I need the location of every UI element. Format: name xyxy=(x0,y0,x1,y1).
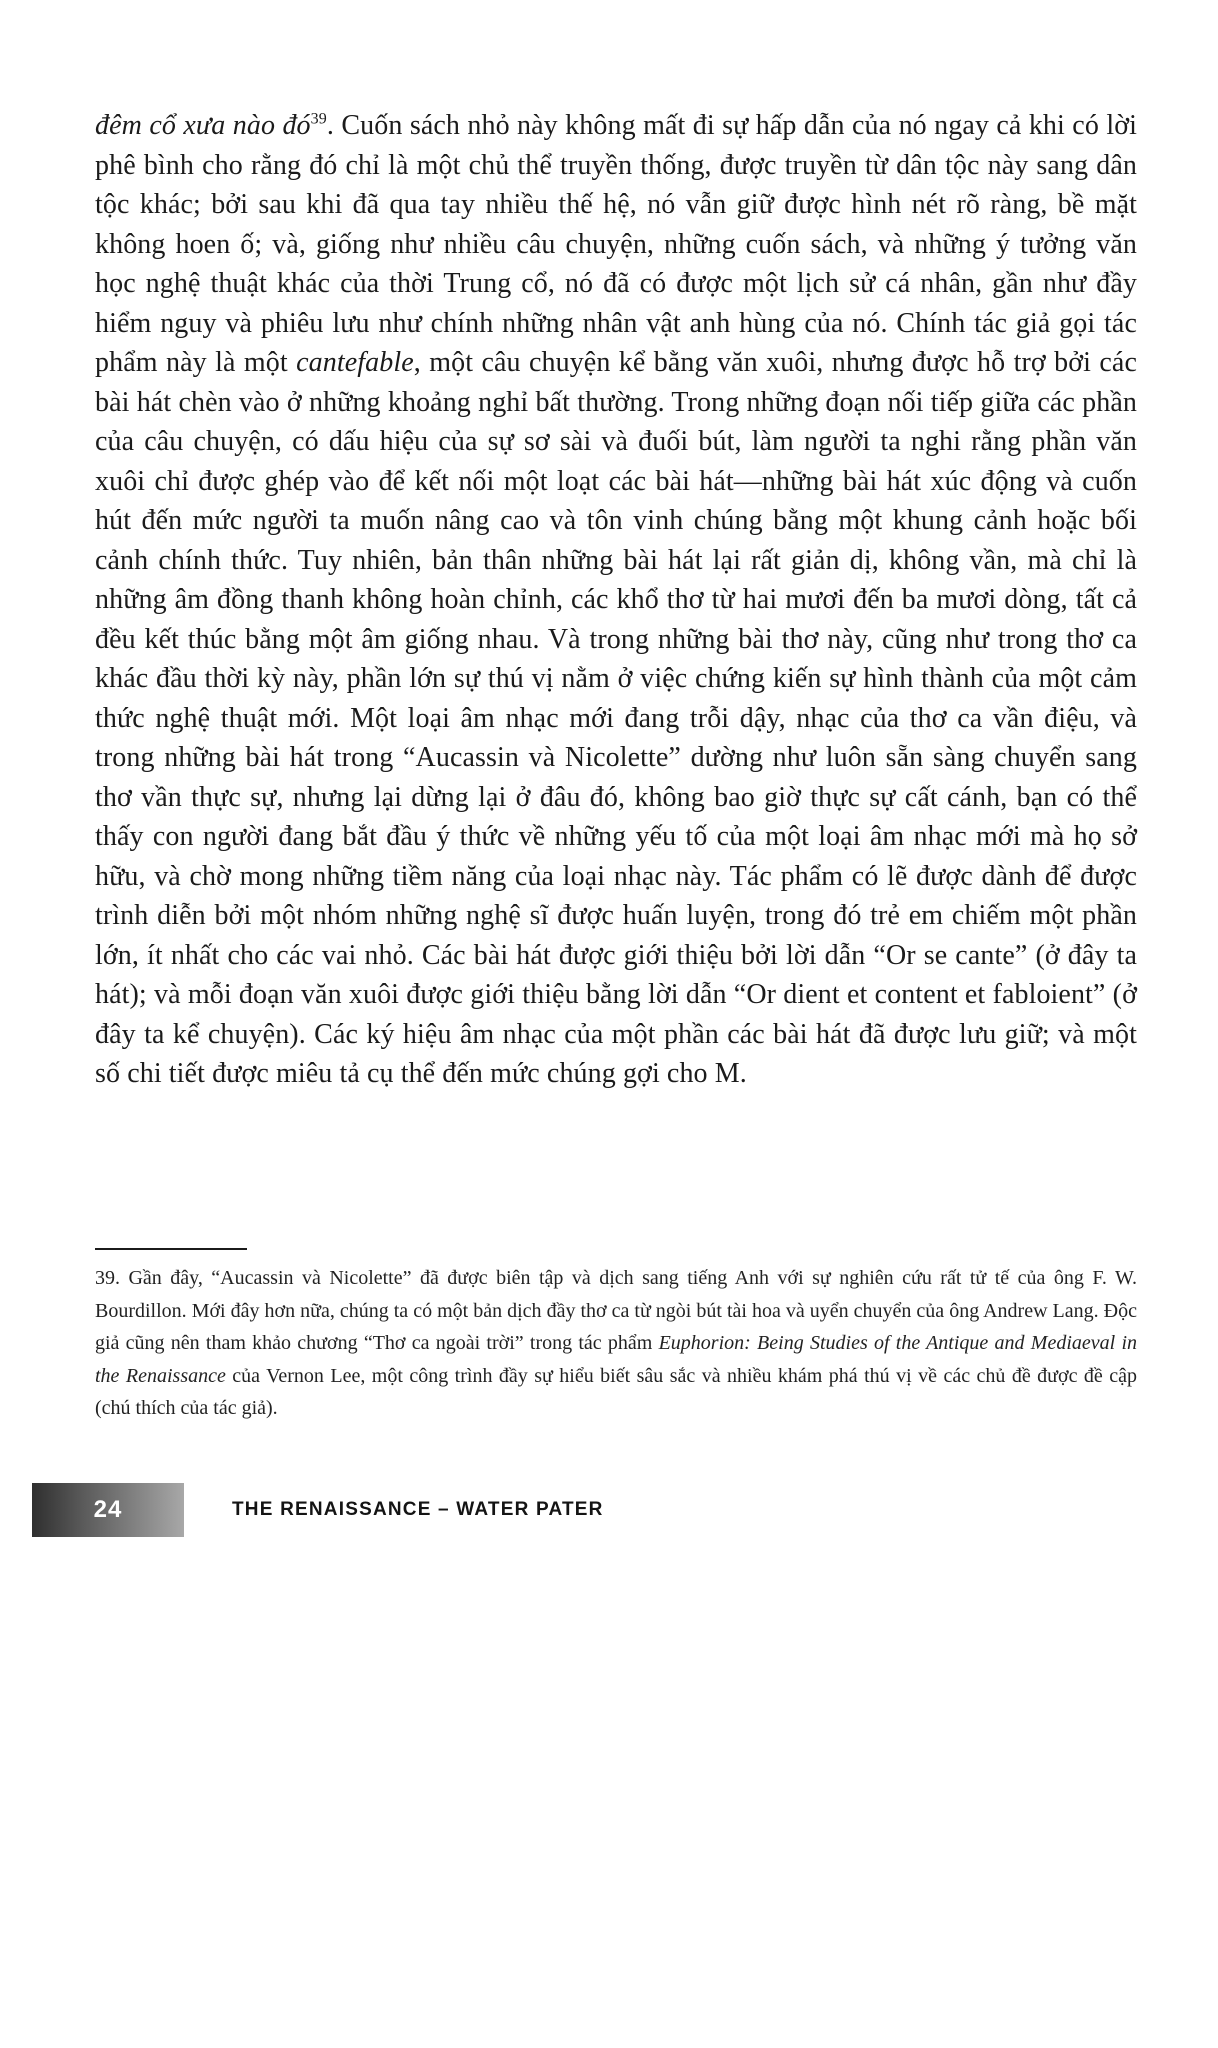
footnote-reference: 39 xyxy=(310,110,327,128)
body-text-part-1: . Cuốn sách nhỏ này không mất đi sự hấp dẫn của nó ngay cả khi có lời phê bình cho rằng đó chỉ là một chủ thể truyền thống, được truyền từ dân tộc này sang dân tộc khác; bởi sau khi đã qua tay nhiều thế hệ, nó vẫn giữ được hình nét rõ ràng, bề mặt không hoen ố; và, giống như nhiều câu chuyện, những cuốn sách, và những ý tưởng văn học nghệ thuật khác của thời Trung cổ, nó đã có được một lịch sử cá nhân, gần như đầy hiểm nguy và phiêu lưu như chính những nhân vật anh hùng của nó. Chính tác giả gọi tác phẩm này là một xyxy=(95,110,1137,378)
running-book-title: THE RENAISSANCE – WATER PATER xyxy=(232,1499,604,1520)
footnote-divider xyxy=(95,1248,247,1250)
footnote-section xyxy=(95,1248,1137,1425)
body-text-part-2: , một câu chuyện kể bằng văn xuôi, nhưng được hỗ trợ bởi các bài hát chèn vào ở những khoảng nghỉ bất thường. Trong những đoạn nối tiếp giữa các phần của câu chuyện, có dấu hiệu của sự sơ sài và đuối bút, làm người ta nghi rằng phần văn xuôi chỉ được ghép vào để kết nối một loạt các bài hát—những bài hát xúc động và cuốn hút đến mức người ta muốn nâng cao và tôn vinh chúng bằng một khung cảnh hoặc bối cảnh chính thức. Tuy nhiên, bản thân những bài hát lại rất giản dị, không vần, mà chỉ là những âm đồng thanh không hoàn chỉnh, các khổ thơ từ hai mươi đến ba mươi dòng, tất cả đều kết thúc bằng một âm giống nhau. Và trong những bài thơ này, cũng như trong thơ ca khác đầu thời kỳ này, phần lớn sự thú vị nằm ở việc chứng kiến sự hình thành của một cảm thức nghệ thuật mới. Một loại âm nhạc mới đang trỗi dậy, nhạc của thơ ca vần điệu, và trong những bài hát trong “Aucassin và Nicolette” dường như luôn sẵn sàng chuyển sang thơ vần thực sự, nhưng lại dừng lại ở đâu đó, không bao giờ thực sự cất cánh, bạn có thể thấy con người đang bắt đầu ý thức về những yếu tố của một loại âm nhạc mới mà họ sở hữu, và chờ mong những tiềm năng của loại nhạc này. Tác phẩm có lẽ được dành để được trình diễn bởi một nhóm những nghệ sĩ được huấn luyện, trong đó trẻ em chiếm một phần lớn, ít nhất cho các vai nhỏ. Các bài hát được giới thiệu bởi lời dẫn “Or se cante” (ở đây ta hát); và mỗi đoạn văn xuôi được giới thiệu bằng lời dẫn “Or dient et content et fabloient” (ở đây ta kể chuyện). Các ký hiệu âm nhạc của một phần các bài hát đã được lưu giữ; và một số chi tiết được miêu tả cụ thể đến mức chúng gợi cho M. xyxy=(95,347,1137,1089)
footnote-book-title-italic: Euphorion: Being Studies of the Antique and Mediaeval in the Renaissance xyxy=(95,1332,1137,1387)
page-number-bar xyxy=(32,1483,184,1537)
body-paragraph xyxy=(95,106,1137,1094)
footnote xyxy=(95,1262,1137,1425)
lead-italic-phrase: đêm cổ xưa nào đó xyxy=(95,110,311,141)
page-number: 24 xyxy=(93,1496,123,1523)
page-footer xyxy=(0,1483,1218,1537)
footnote-text-part-2: của Vernon Lee, một công trình đầy sự hiểu biết sâu sắc và nhiều khám phá thú vị về các chủ đề được đề cập (chú thích của tác giả). xyxy=(95,1364,1137,1419)
cantefable-italic: cantefable xyxy=(296,347,414,378)
footnote-text-part-1: 39. Gần đây, “Aucassin và Nicolette” đã được biên tập và dịch sang tiếng Anh với sự nghiên cứu rất tử tế của ông F. W. Bourdillon. Mới đây hơn nữa, chúng ta có một bản dịch đầy thơ ca từ ngòi bút tài hoa và uyển chuyển của ông Andrew Lang. Độc giả cũng nên tham khảo chương “Thơ ca ngoài trời” trong tác phẩm xyxy=(95,1267,1137,1354)
